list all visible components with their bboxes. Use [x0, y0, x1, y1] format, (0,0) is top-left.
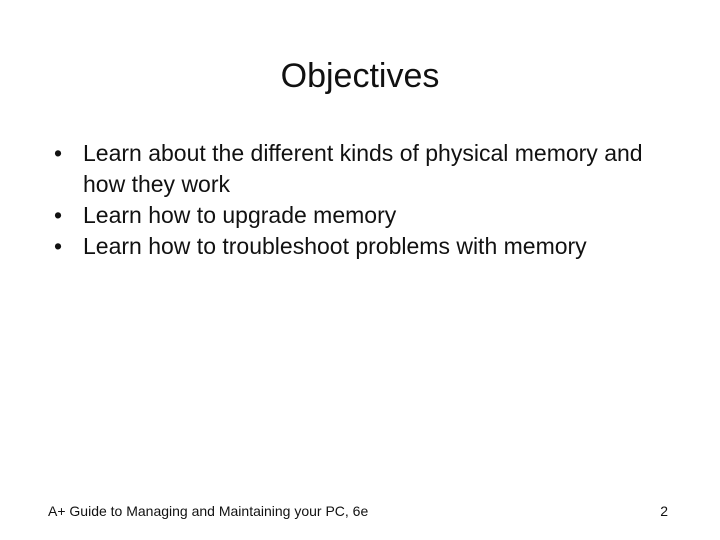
- page-number: 2: [660, 503, 668, 519]
- slide-title: Objectives: [280, 57, 440, 95]
- list-item: [54, 200, 684, 231]
- list-item-text: Learn how to troubleshoot problems with memory: [83, 233, 587, 259]
- list-item: [54, 231, 684, 262]
- bullet-dot-icon: •: [54, 233, 63, 259]
- bullet-dot-icon: •: [54, 140, 63, 166]
- list-item: [54, 138, 684, 200]
- bullet-dot-icon: •: [54, 202, 63, 228]
- footer-text: A+ Guide to Managing and Maintaining your PC, 6e: [48, 503, 369, 519]
- list-item-text: Learn about the different kinds of physical memory and how they work: [83, 140, 643, 197]
- bullet-list: [54, 138, 684, 262]
- list-item-text: Learn how to upgrade memory: [83, 202, 397, 228]
